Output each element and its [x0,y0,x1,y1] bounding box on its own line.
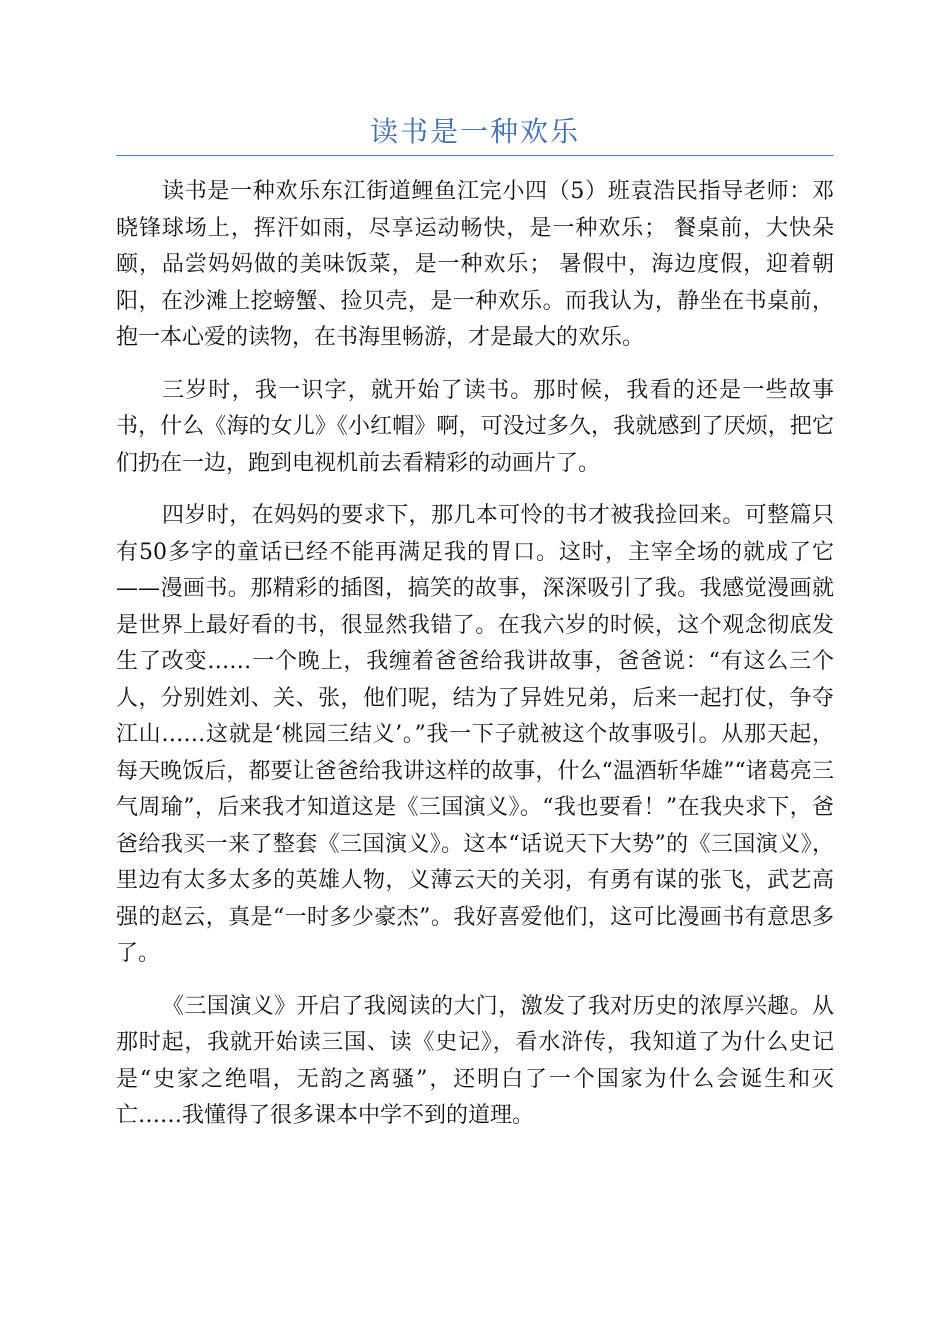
paragraph-3: 四岁时，在妈妈的要求下，那几本可怜的书才被我捡回来。可整篇只有50多字的童话已经不能再满足我的胃口。这时，主宰全场的就成了它——漫画书。那精彩的插图，搞笑的故事，深深吸引了我。我感觉漫画就是世界上最好看的书，很显然我错了。在我六岁的时候，这个观念彻底发生了改变……一个晚上，我缠着爸爸给我讲故事，爸爸说：“有这么三个人，分别姓刘、关、张，他们呢，结为了异姓兄弟，后来一起打仗，争夺江山……这就是‘桃园三结义’。”我一下子就被这个故事吸引。从那天起，每天晚饭后，都要让爸爸给我讲这样的故事，什么“温酒斩华雄”“诸葛亮三气周瑜”，后来我才知道这是《三国演义》。“我也要看！”在我央求下，爸爸给我买一来了整套《三国演义》。这本“话说天下大势”的《三国演义》，里边有太多太多的英雄人物，义薄云天的关羽，有勇有谋的张飞，武艺高强的赵云，真是“一时多少豪杰”。我好喜爱他们，这可比漫画书有意思多了。 [116,503,834,966]
document-body [116,174,834,1151]
paragraph-4: 《三国演义》开启了我阅读的大门，激发了我对历史的浓厚兴趣。从那时起，我就开始读三国、读《史记》，看水浒传，我知道了为什么史记是“史家之绝唱，无韵之离骚”，还明白了一个国家为什么会诞生和灭亡……我懂得了很多课本中学不到的道理。 [116,993,834,1128]
document-title: 读书是一种欢乐 [369,115,580,148]
title-underline [116,155,834,156]
paragraph-2: 三岁时，我一识字，就开始了读书。那时候，我看的还是一些故事书，什么《海的女儿》《小红帽》啊，可没过多久，我就感到了厌烦，把它们扔在一边，跑到电视机前去看精彩的动画片了。 [116,377,834,476]
paragraph-1: 读书是一种欢乐东江街道鲤鱼江完小四（5）班袁浩民指导老师：邓晓锋球场上，挥汗如雨，尽享运动畅快，是一种欢乐； 餐桌前，大快朵颐，品尝妈妈做的美味饭菜，是一种欢乐； 暑假中，海边度假，迎着朝阳，在沙滩上挖螃蟹、捡贝壳，是一种欢乐。而我认为，静坐在书桌前，抱一本心爱的读物，在书海里畅游，才是最大的欢乐。 [116,179,834,350]
